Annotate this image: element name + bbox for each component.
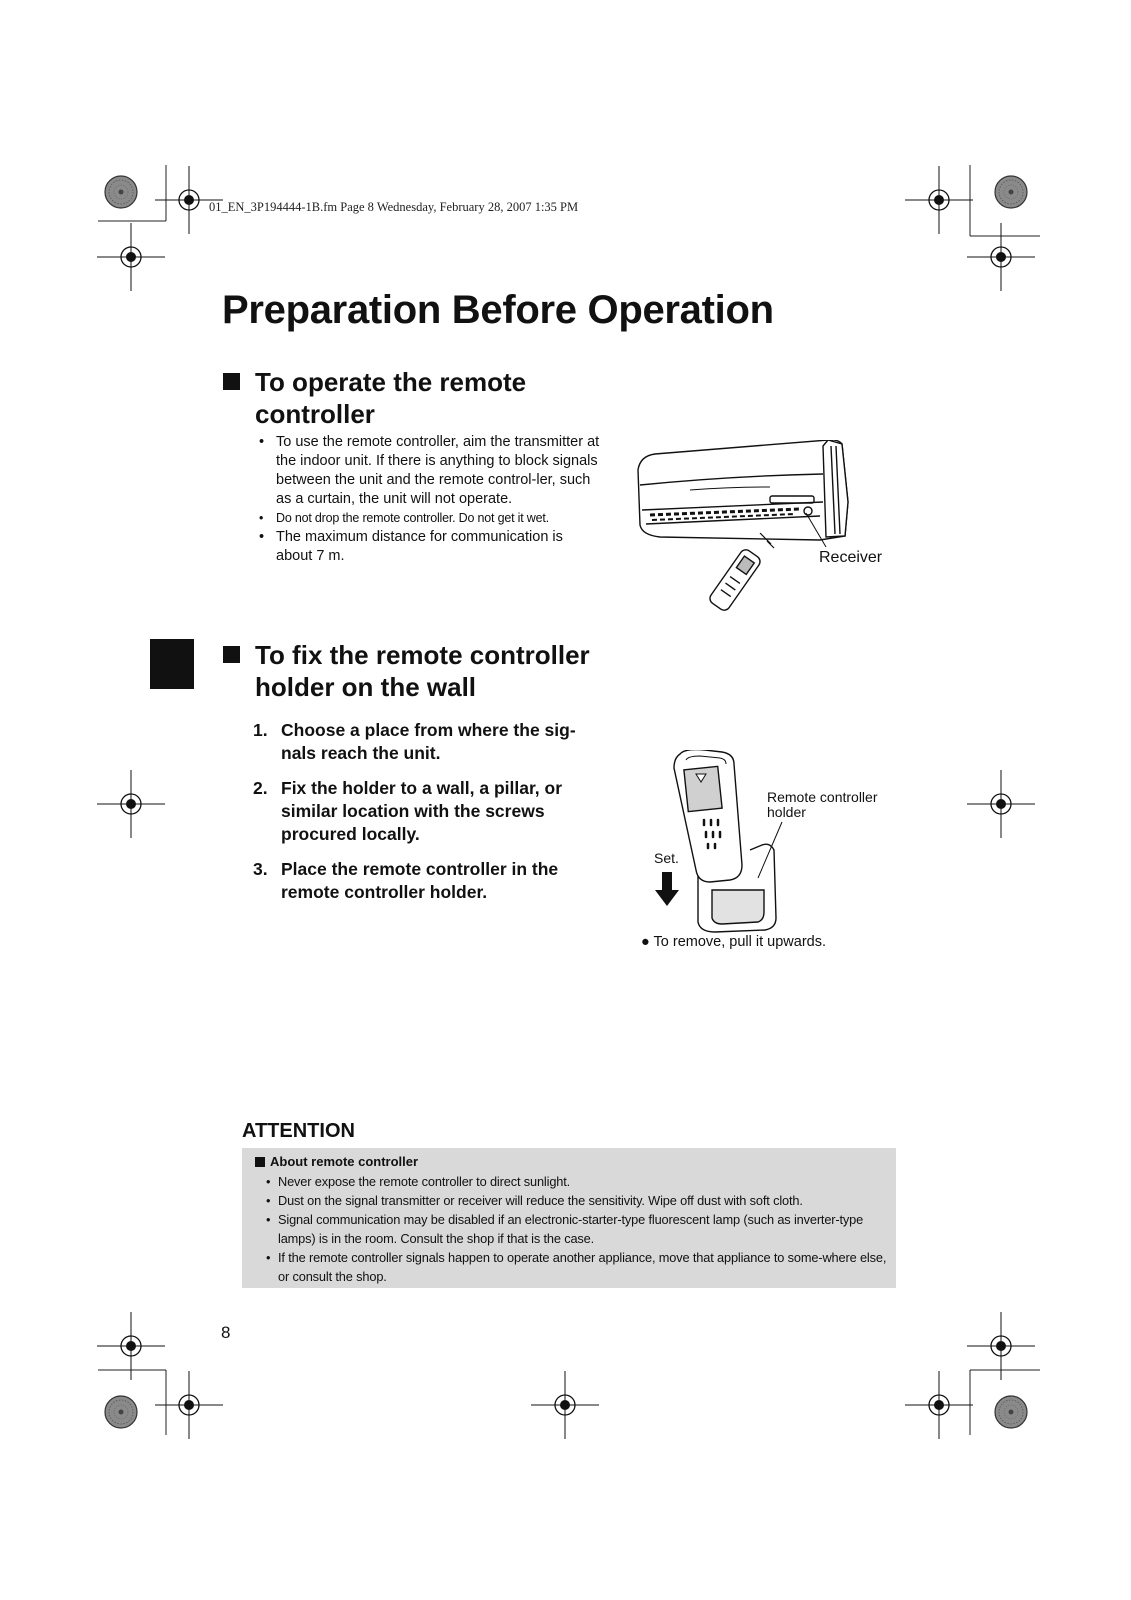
attention-item: • Never expose the remote controller to direct sunlight. (263, 1172, 888, 1191)
attention-item: • If the remote controller signals happen to operate another appliance, move that appliance to some-where else, or consult the shop. (263, 1248, 888, 1286)
step-text: Place the remote controller in the remote controller holder. (281, 859, 559, 902)
bullet-item: • Do not drop the remote controller. Do not get it wet. (257, 509, 602, 528)
section-heading-text: To fix the remote controller holder on the wall (255, 640, 590, 702)
section-heading-text: To operate the remote controller (255, 367, 527, 429)
step-number: 2. (253, 778, 268, 798)
page-number: 8 (221, 1323, 231, 1342)
bullet-item: • The maximum distance for communication is about 7 m. (257, 528, 602, 566)
square-bullet-icon (223, 646, 240, 663)
attention-item: • Dust on the signal transmitter or receiver will reduce the sensitivity. Wipe off dust with soft cloth. (263, 1191, 888, 1210)
square-bullet-icon (223, 373, 240, 390)
down-arrow-icon (654, 872, 680, 908)
attention-title: ATTENTION (242, 1120, 355, 1142)
attention-list (263, 1172, 888, 1286)
round-bullet-icon: ● (641, 934, 650, 950)
step-text: Choose a place from where the sig-nals reach the unit. (281, 720, 576, 763)
step-item (253, 719, 598, 765)
section-heading-operate-remote (223, 366, 595, 430)
remove-note-text: To remove, pull it upwards. (653, 934, 827, 950)
file-info-header: 01_EN_3P194444-1B.fm Page 8 Wednesday, February 28, 2007 1:35 PM (209, 200, 579, 214)
section-heading-fix-holder (223, 639, 595, 703)
remote-holder-illustration (660, 750, 800, 935)
attention-heading-text: About remote controller (270, 1154, 419, 1169)
fix-holder-steps (253, 719, 598, 916)
square-bullet-icon (255, 1157, 265, 1167)
holder-label: Remote controller holder (767, 789, 878, 820)
remove-note (641, 934, 826, 950)
step-item (253, 858, 598, 904)
attention-item: • Signal communication may be disabled if an electronic-starter-type fluorescent lamp (such as inverter-type lamps) is in the room. Consult the shop if that is the case. (263, 1210, 888, 1248)
page-title: Preparation Before Operation (222, 288, 774, 332)
set-label: Set. (654, 850, 679, 866)
step-text: Fix the holder to a wall, a pillar, or similar location with the screws procured locally. (281, 778, 563, 844)
indoor-unit-remote-illustration (630, 440, 883, 625)
attention-heading (255, 1154, 418, 1169)
thumb-index-tab (150, 639, 194, 689)
receiver-label: Receiver (819, 549, 883, 566)
attention-box (242, 1148, 896, 1288)
step-number: 3. (253, 859, 268, 879)
step-item (253, 777, 598, 846)
step-number: 1. (253, 720, 268, 740)
operate-remote-bullet-list (257, 433, 602, 566)
bullet-item: • To use the remote controller, aim the transmitter at the indoor unit. If there is anything to block signals between the unit and the remote control-ler, such as a curtain, the unit will not operate. (257, 433, 602, 509)
